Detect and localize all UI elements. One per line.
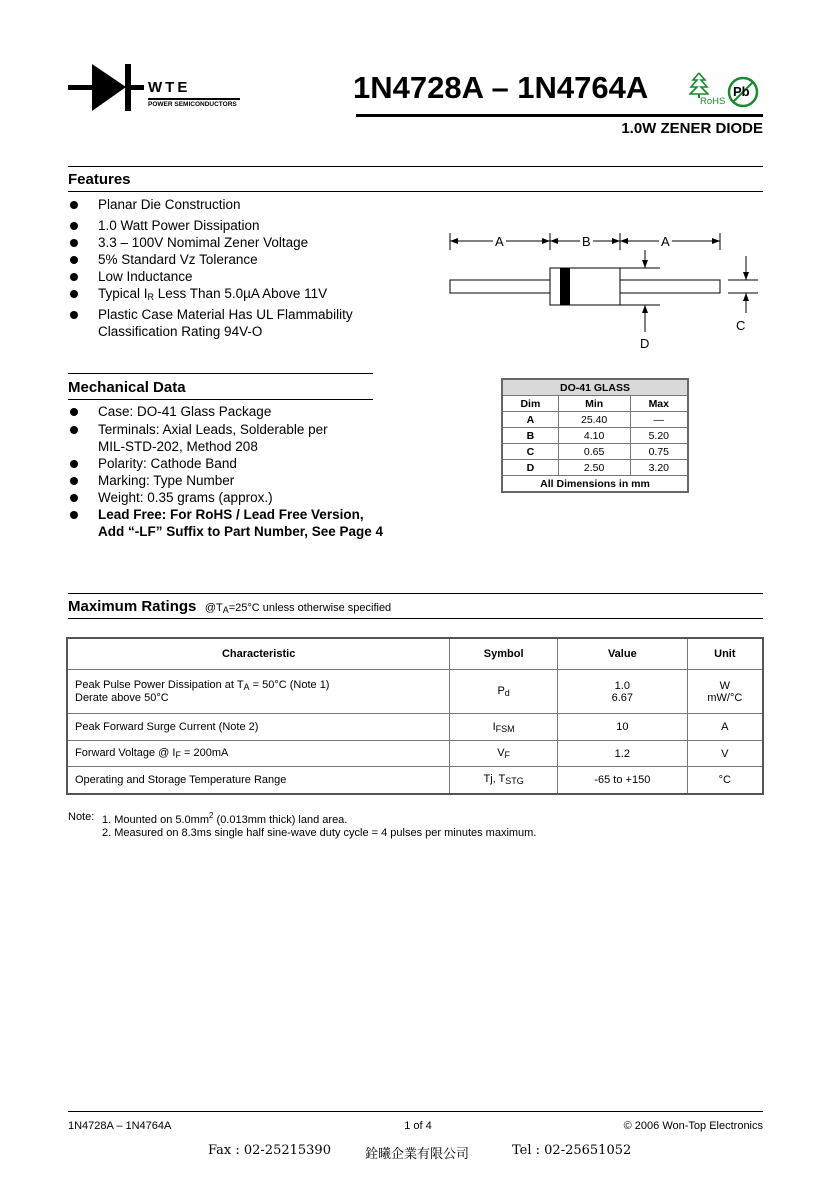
footer-tel: Tel : 02-25651052 [512, 1143, 632, 1158]
feature-item: Typical $I_R$ Less Than 5.0µA Above 11V [68, 285, 353, 306]
footer-fax: Fax : 02-25215390 [208, 1143, 331, 1158]
features-bottom-rule [68, 191, 763, 192]
company-logo [68, 62, 248, 112]
ratings-condition: $@T_A=25^\circ C$ unless otherwise specified [204, 602, 392, 615]
ratings-bottom-rule [68, 618, 763, 619]
footer-company: 銓曦企業有限公司 [365, 1147, 470, 1162]
mechanical-item: Polarity: Cathode Band [68, 455, 383, 472]
table-row: Peak Pulse Power Dissipation at $T_A = 50^\circ C$ (Note 1) Derate above 50°C $P_d$ 1.0 6.67 W mW/°C [67, 670, 763, 714]
rohs-label: RoHS [700, 96, 726, 107]
ratings-top-rule [68, 593, 763, 594]
features-top-rule [68, 166, 763, 167]
rohs-badge [689, 72, 725, 110]
dim-label-a-right: A [661, 234, 670, 249]
mechanical-item: Terminals: Axial Leads, Solderable per MIL-STD-202, Method 208 [68, 421, 383, 455]
mechanical-item: Marking: Type Number [68, 472, 383, 489]
table-row: D 2.50 3.20 [502, 460, 688, 476]
logo-text: WTE [148, 79, 191, 96]
ratings-header: Symbol [450, 638, 558, 670]
ratings-header: Characteristic [67, 638, 450, 670]
dim-label-d: D [640, 336, 650, 351]
ratings-header: Unit [687, 638, 763, 670]
mechanical-heading: Mechanical Data [68, 379, 186, 396]
package-outline-diagram [440, 228, 760, 353]
table-row: C 0.65 0.75 [502, 444, 688, 460]
do41-package-drawing [440, 228, 760, 353]
feature-item: Low Inductance [68, 268, 353, 285]
footer-part-range: 1N4728A – 1N4764A [68, 1120, 172, 1132]
footer-copyright: © 2006 Won-Top Electronics [623, 1120, 763, 1132]
dim-label-c: C [736, 318, 746, 333]
mechanical-list [68, 403, 383, 540]
mechanical-top-rule [68, 373, 373, 374]
mechanical-bottom-rule [68, 399, 373, 400]
ratings-table [66, 637, 764, 795]
dim-label-a-left: A [495, 234, 504, 249]
feature-item: 1.0 Watt Power Dissipation [68, 217, 353, 234]
features-list [68, 196, 353, 340]
dim-table-header: Max [630, 396, 688, 412]
rohs-tree-icon [689, 72, 709, 98]
header-rule [356, 114, 763, 117]
dim-label-b: B [582, 234, 591, 249]
table-row: B 4.10 5.20 [502, 428, 688, 444]
dim-table-header: Dim [502, 396, 558, 412]
ratings-title: Maximum Ratings [68, 598, 197, 615]
footer-rule [68, 1111, 763, 1112]
mechanical-item: Case: DO-41 Glass Package [68, 403, 383, 420]
logo-underline [148, 98, 240, 100]
note-1: 1. Mounted on $5.0mm^2$ (0.013mm thick) land area. [102, 811, 348, 826]
dim-table-header: Min [558, 396, 630, 412]
pb-label: Pb [733, 84, 750, 99]
ratings-heading [68, 598, 391, 616]
dimension-table [501, 378, 689, 493]
product-subtitle: 1.0W ZENER DIODE [621, 120, 763, 137]
table-row: Operating and Storage Temperature Range Tj, $T_{STG}$ -65 to +150 °C [67, 767, 763, 794]
feature-item: 3.3 – 100V Nomimal Zener Voltage [68, 234, 353, 251]
mechanical-item: Lead Free: For RoHS / Lead Free Version, Add “-LF” Suffix to Part Number, See Page 4 [68, 506, 383, 540]
footer-page-number: 1 of 4 [404, 1120, 432, 1132]
mechanical-item: Weight: 0.35 grams (approx.) [68, 489, 383, 506]
part-range-title: 1N4728A – 1N4764A [353, 70, 649, 105]
dim-table-footer: All Dimensions in mm [502, 476, 688, 493]
feature-item: Planar Die Construction [68, 196, 353, 213]
table-row: A 25.40 — [502, 412, 688, 428]
dim-table-title: DO-41 GLASS [502, 379, 688, 396]
table-row: Forward Voltage @ $I_F = 200mA$ $V_F$ 1.2 V [67, 741, 763, 767]
features-heading: Features [68, 171, 131, 188]
ratings-header: Value [558, 638, 688, 670]
note-2: 2. Measured on 8.3ms single half sine-wave duty cycle = 4 pulses per minutes maximum. [102, 827, 537, 839]
logo-subtext: POWER SEMICONDUCTORS [148, 101, 237, 108]
table-row: Peak Forward Surge Current (Note 2) $I_{FSM}$ 10 A [67, 714, 763, 741]
diode-logo-icon [68, 62, 158, 112]
pb-free-badge [727, 76, 759, 108]
feature-item: 5% Standard Vz Tolerance [68, 251, 353, 268]
feature-item: Plastic Case Material Has UL Flammability Classification Rating 94V-O [68, 306, 353, 340]
note-label: Note: [68, 811, 95, 823]
